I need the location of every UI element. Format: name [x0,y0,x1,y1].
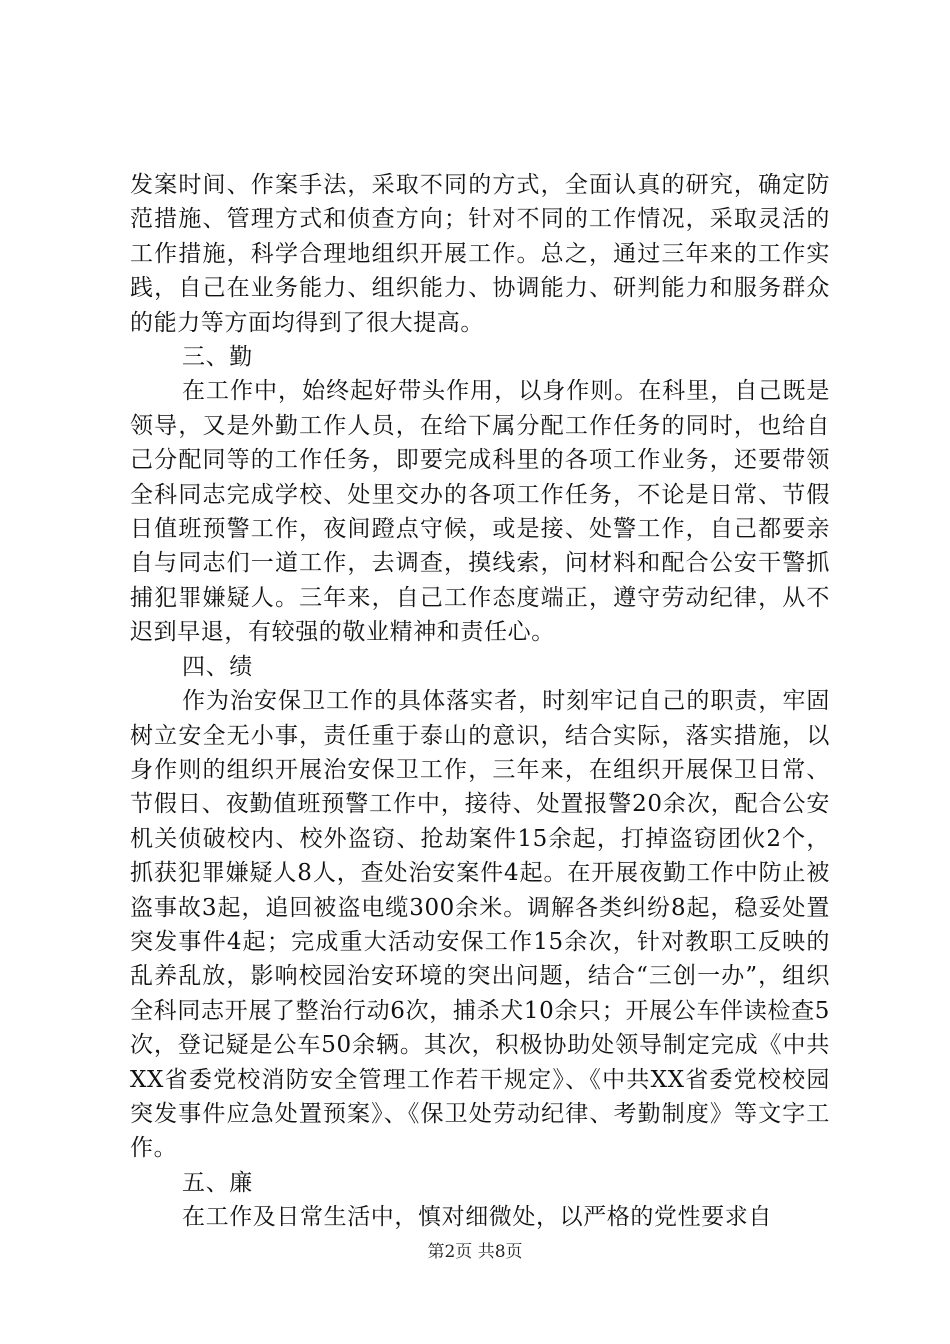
paragraph-continuation: 发案时间、作案手法，采取不同的方式，全面认真的研究，确定防范措施、管理方式和侦查方向；针对不同的工作情况，采取灵活的工作措施，科学合理地组织开展工作。总之，通过三年来的工作实践，自己在业务能力、组织能力、协调能力、研判能力和服务群众的能力等方面均得到了很大提高。 [130,172,830,336]
document-body [130,168,830,1235]
paragraph-ji: 作为治安保卫工作的具体落实者，时刻牢记自己的职责，牢固树立安全无小事，责任重于泰山的意识，结合实际，落实措施，以身作则的组织开展治安保卫工作，三年来，在组织开展保卫日常、节假日、夜勤值班预警工作中，接待、处置报警20余次，配合公安机关侦破校内、校外盗窃、抢劫案件15余起，打掉盗窃团伙2个，抓获犯罪嫌疑人8人，查处治安案件4起。在开展夜勤工作中防止被盗事故3起，追回被盗电缆300余米。调解各类纠纷8起，稳妥处置突发事件4起；完成重大活动安保工作15余次，针对教职工反映的乱养乱放，影响校园治安环境的突出问题，结合“三创一办”，组织全科同志开展了整治行动6次，捕杀犬10余只；开展公车伴读检查5次，登记疑是公车50余辆。其次，积极协助处领导制定完成《中共XX省委党校消防安全管理工作若干规定》、《中共XX省委党校校园突发事件应急处置预案》、《保卫处劳动纪律、考勤制度》等文字工作。 [130,688,830,1162]
page-number-footer: 第2页 共8页 [427,1242,523,1262]
section-heading-lian: 五、廉 [182,1169,253,1196]
paragraph-lian: 在工作及日常生活中，慎对细微处，以严格的党性要求自 [182,1204,772,1231]
paragraph-qin: 在工作中，始终起好带头作用，以身作则。在科里，自己既是领导，又是外勤工作人员，在给下属分配工作任务的同时，也给自己分配同等的工作任务，即要完成科里的各项工作业务，还要带领全科同志完成学校、处里交办的各项工作任务，不论是日常、节假日值班预警工作，夜间蹬点守候，或是接、处警工作，自己都要亲自与同志们一道工作，去调查，摸线索，问材料和配合公安干警抓捕犯罪嫌疑人。三年来，自己工作态度端正，遵守劳动纪律，从不迟到早退，有较强的敬业精神和责任心。 [130,378,830,646]
section-heading-ji: 四、绩 [182,653,253,680]
section-heading-qin: 三、勤 [182,344,253,371]
